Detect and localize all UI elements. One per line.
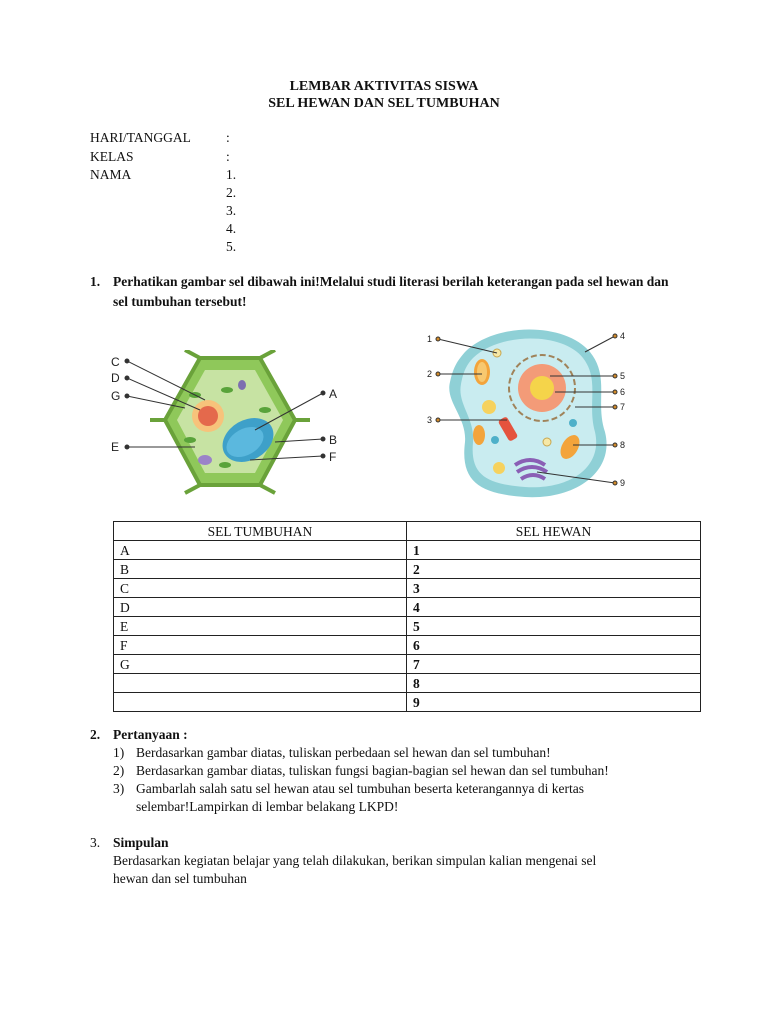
animal-label: 2	[427, 369, 433, 379]
animal-label: 1	[427, 334, 433, 344]
question-number: 3.	[90, 835, 101, 850]
plant-cell-key: A	[114, 541, 407, 560]
header-sel-tumbuhan: SEL TUMBUHAN	[114, 522, 407, 541]
plant-label: E	[111, 440, 120, 454]
field-colon: :	[226, 130, 230, 145]
animal-label: 8	[620, 440, 626, 450]
table-row	[114, 674, 701, 693]
question-3-title: Simpulan	[113, 835, 169, 850]
table-row	[114, 636, 701, 655]
plant-cell-key: D	[114, 598, 407, 617]
plant-label: G	[111, 389, 121, 403]
name-number-1: 1.	[226, 167, 237, 182]
plant-cell-key	[114, 693, 407, 712]
plant-cell-key: E	[114, 617, 407, 636]
animal-label: 3	[427, 415, 433, 425]
worksheet-subtitle: SEL HEWAN DAN SEL TUMBUHAN	[268, 96, 500, 111]
animal-cell-key: 9	[407, 693, 701, 712]
animal-cell-diagram	[425, 322, 635, 502]
table-header-row	[114, 522, 701, 541]
question-2-item-text: Gambarlah salah satu sel hewan atau sel tumbuhan beserta keterangannya di kertas	[136, 781, 584, 796]
question-2-item-text: Berdasarkan gambar diatas, tuliskan fungsi bagian-bagian sel hewan dan sel tumbuhan!	[136, 763, 609, 778]
animal-label: 6	[620, 387, 626, 397]
plant-label: B	[329, 433, 338, 447]
name-number-2: 2.	[226, 185, 237, 200]
plant-cell-key: C	[114, 579, 407, 598]
plant-cell-key: G	[114, 655, 407, 674]
plant-cell-key: F	[114, 636, 407, 655]
question-3-text: Berdasarkan kegiatan belajar yang telah dilakukan, berikan simpulan kalian mengenai sel	[113, 853, 597, 868]
question-2-item-number: 3)	[113, 781, 125, 796]
question-2-item-number: 1)	[113, 745, 125, 760]
table-row	[114, 598, 701, 617]
plant-label: A	[329, 387, 338, 401]
plant-cell-key	[114, 674, 407, 693]
plant-label: C	[111, 355, 120, 369]
question-number: 2.	[90, 727, 101, 742]
table-row	[114, 655, 701, 674]
animal-label: 5	[620, 371, 626, 381]
worksheet-title: LEMBAR AKTIVITAS SISWA	[289, 79, 479, 94]
animal-cell-key: 2	[407, 560, 701, 579]
header-sel-hewan: SEL HEWAN	[407, 522, 701, 541]
animal-cell-key: 8	[407, 674, 701, 693]
table-row	[114, 693, 701, 712]
question-2-title: Pertanyaan :	[113, 727, 188, 742]
table-row	[114, 560, 701, 579]
name-number-4: 4.	[226, 221, 237, 236]
field-colon: :	[226, 149, 230, 164]
question-2-item-number: 2)	[113, 763, 125, 778]
animal-label: 7	[620, 402, 626, 412]
animal-label: 4	[620, 331, 626, 341]
field-label-hari-tanggal: HARI/TANGGAL	[90, 130, 191, 145]
name-number-5: 5.	[226, 239, 237, 254]
animal-cell-key: 6	[407, 636, 701, 655]
question-2-item-text: Berdasarkan gambar diatas, tuliskan perbedaan sel hewan dan sel tumbuhan!	[136, 745, 551, 760]
animal-cell-key: 4	[407, 598, 701, 617]
animal-cell-key: 3	[407, 579, 701, 598]
plant-label: D	[111, 371, 120, 385]
table-row	[114, 617, 701, 636]
table-row	[114, 579, 701, 598]
field-label-kelas: KELAS	[90, 149, 134, 164]
plant-cell-key: B	[114, 560, 407, 579]
question-3-text-continued: hewan dan sel tumbuhan	[113, 871, 247, 886]
table-row	[114, 541, 701, 560]
animal-cell-key: 5	[407, 617, 701, 636]
field-label-nama: NAMA	[90, 167, 132, 182]
animal-cell-key: 7	[407, 655, 701, 674]
question-number: 1.	[90, 274, 101, 289]
name-number-3: 3.	[226, 203, 237, 218]
question-1-text: Perhatikan gambar sel dibawah ini!Melalui studi literasi berilah keterangan pada sel hewan dan sel tumbuhan tersebut!	[113, 274, 669, 309]
question-2-item-text-continued: selembar!Lampirkan di lembar belakang LKPD!	[136, 799, 399, 814]
plant-label: F	[329, 450, 337, 464]
answer-table	[113, 521, 701, 712]
plant-cell-diagram	[105, 350, 355, 495]
animal-cell-key: 1	[407, 541, 701, 560]
animal-label: 9	[620, 478, 626, 488]
